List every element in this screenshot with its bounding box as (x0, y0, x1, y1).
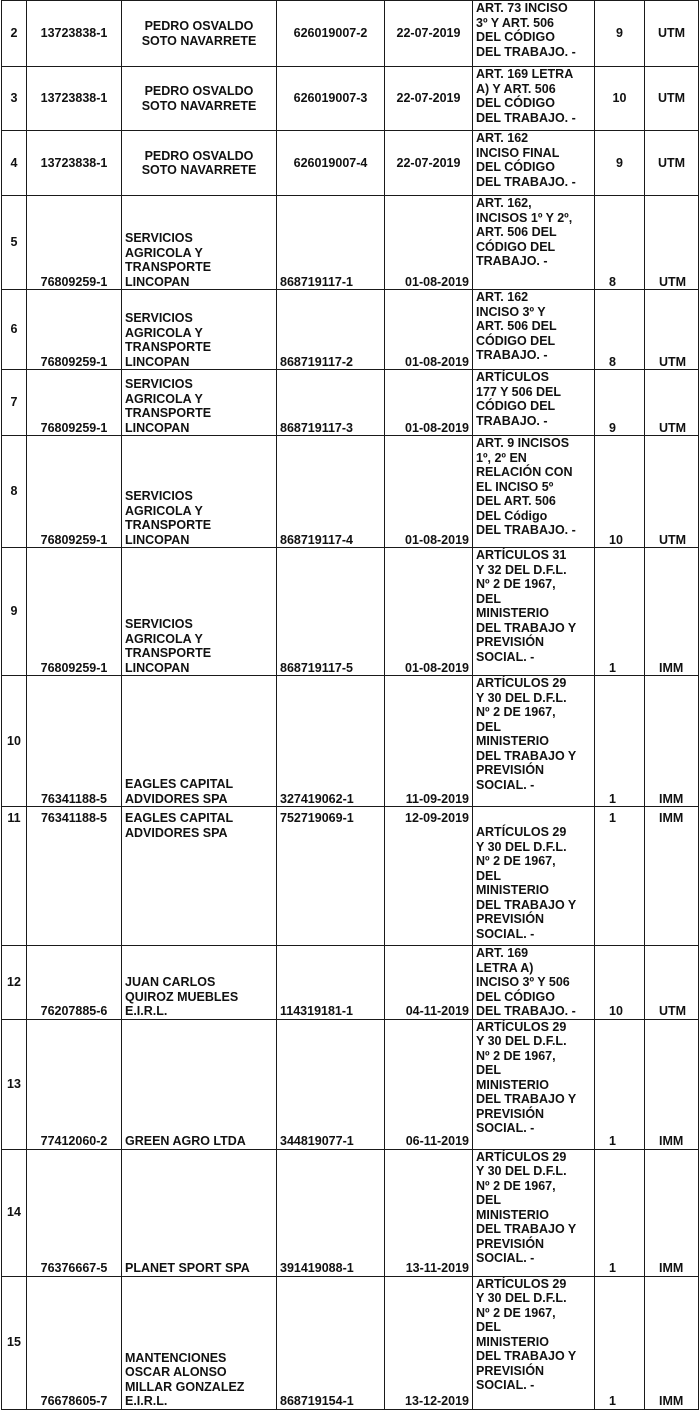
table-row (2, 1, 699, 67)
company-name-cell: GREEN AGRO LTDA (122, 1019, 277, 1149)
article-cell: ART. 162, INCISOS 1º Y 2º, ART. 506 DEL CÓDIGO DEL TRABAJO. - (473, 196, 595, 290)
folio-cell: 344819077-1 (277, 1019, 385, 1149)
amount-cell: 1 (595, 1019, 645, 1149)
unit-cell: UTM (645, 370, 699, 436)
date-cell: 04-11-2019 (385, 946, 473, 1020)
folio-cell: 626019007-2 (277, 1, 385, 67)
article-cell: ART. 73 INCISO 3º Y ART. 506 DEL CÓDIGO DEL TRABAJO. - (473, 1, 595, 67)
table-row (2, 548, 699, 676)
row-number: 7 (2, 370, 27, 436)
table-row (2, 676, 699, 807)
amount-cell: 9 (595, 1, 645, 67)
folio-cell: 868719117-3 (277, 370, 385, 436)
unit-cell: UTM (645, 67, 699, 131)
amount-cell: 10 (595, 436, 645, 548)
amount-cell: 9 (595, 370, 645, 436)
company-name-cell: PLANET SPORT SPA (122, 1149, 277, 1276)
date-cell: 01-08-2019 (385, 370, 473, 436)
date-cell: 01-08-2019 (385, 290, 473, 370)
company-name-cell: SERVICIOS AGRICOLA Y TRANSPORTE LINCOPAN (122, 370, 277, 436)
unit-cell: IMM (645, 1149, 699, 1276)
folio-cell: 752719069-1 (277, 807, 385, 946)
folio-cell: 868719117-4 (277, 436, 385, 548)
company-name-cell: SERVICIOS AGRICOLA Y TRANSPORTE LINCOPAN (122, 196, 277, 290)
article-cell: ART. 162 INCISO 3º Y ART. 506 DEL CÓDIGO DEL TRABAJO. - (473, 290, 595, 370)
folio-cell: 114319181-1 (277, 946, 385, 1020)
date-cell: 01-08-2019 (385, 548, 473, 676)
folio-cell: 391419088-1 (277, 1149, 385, 1276)
row-number: 9 (2, 548, 27, 676)
row-number: 10 (2, 676, 27, 807)
company-name-cell: EAGLES CAPITAL ADVIDORES SPA (122, 676, 277, 807)
rut-cell: 76678605-7 (27, 1276, 122, 1409)
table-row (2, 436, 699, 548)
rut-cell: 76809259-1 (27, 290, 122, 370)
fines-table (1, 0, 699, 1410)
rut-cell: 76809259-1 (27, 370, 122, 436)
unit-cell: IMM (645, 1019, 699, 1149)
amount-cell: 8 (595, 290, 645, 370)
date-cell: 22-07-2019 (385, 131, 473, 196)
company-name-cell: PEDRO OSVALDO SOTO NAVARRETE (122, 1, 277, 67)
article-cell: ART. 162 INCISO FINAL DEL CÓDIGO DEL TRABAJO. - (473, 131, 595, 196)
table-row (2, 946, 699, 1020)
amount-cell: 1 (595, 548, 645, 676)
unit-cell: IMM (645, 1276, 699, 1409)
rut-cell: 13723838-1 (27, 1, 122, 67)
table-row (2, 1276, 699, 1409)
unit-cell: UTM (645, 946, 699, 1020)
company-name-cell: EAGLES CAPITAL ADVIDORES SPA (122, 807, 277, 946)
article-cell: ARTÍCULOS 29 Y 30 DEL D.F.L. Nº 2 DE 1967, DEL MINISTERIO DEL TRABAJO Y PREVISIÓN SOCIAL. - (473, 1019, 595, 1149)
amount-cell: 10 (595, 946, 645, 1020)
article-cell: ARTÍCULOS 177 Y 506 DEL CÓDIGO DEL TRABAJO. - (473, 370, 595, 436)
company-name-cell: MANTENCIONES OSCAR ALONSO MILLAR GONZALEZ E.I.R.L. (122, 1276, 277, 1409)
amount-cell: 10 (595, 67, 645, 131)
table-row (2, 290, 699, 370)
company-name-cell: SERVICIOS AGRICOLA Y TRANSPORTE LINCOPAN (122, 548, 277, 676)
article-cell: ARTÍCULOS 29 Y 30 DEL D.F.L. Nº 2 DE 1967, DEL MINISTERIO DEL TRABAJO Y PREVISIÓN SOCIAL. - (473, 676, 595, 807)
rut-cell: 76809259-1 (27, 436, 122, 548)
article-cell: ART. 169 LETRA A) Y ART. 506 DEL CÓDIGO DEL TRABAJO. - (473, 67, 595, 131)
rut-cell: 76809259-1 (27, 196, 122, 290)
rut-cell: 76207885-6 (27, 946, 122, 1020)
row-number: 3 (2, 67, 27, 131)
company-name-cell: SERVICIOS AGRICOLA Y TRANSPORTE LINCOPAN (122, 436, 277, 548)
article-cell: ARTÍCULOS 29 Y 30 DEL D.F.L. Nº 2 DE 1967, DEL MINISTERIO DEL TRABAJO Y PREVISIÓN SOCIAL. - (473, 807, 595, 946)
date-cell: 11-09-2019 (385, 676, 473, 807)
rut-cell: 76376667-5 (27, 1149, 122, 1276)
amount-cell: 1 (595, 1149, 645, 1276)
unit-cell: UTM (645, 196, 699, 290)
amount-cell: 1 (595, 1276, 645, 1409)
folio-cell: 868719117-5 (277, 548, 385, 676)
table-row (2, 807, 699, 946)
table-row (2, 1019, 699, 1149)
folio-cell: 626019007-4 (277, 131, 385, 196)
unit-cell: IMM (645, 548, 699, 676)
table-row (2, 370, 699, 436)
unit-cell: UTM (645, 436, 699, 548)
article-cell: ARTÍCULOS 29 Y 30 DEL D.F.L. Nº 2 DE 1967, DEL MINISTERIO DEL TRABAJO Y PREVISIÓN SOCIAL. - (473, 1149, 595, 1276)
article-cell: ARTÍCULOS 31 Y 32 DEL D.F.L. Nº 2 DE 1967, DEL MINISTERIO DEL TRABAJO Y PREVISIÓN SOCIAL. - (473, 548, 595, 676)
date-cell: 06-11-2019 (385, 1019, 473, 1149)
unit-cell: UTM (645, 1, 699, 67)
date-cell: 22-07-2019 (385, 1, 473, 67)
row-number: 4 (2, 131, 27, 196)
article-cell: ART. 9 INCISOS 1º, 2º EN RELACIÓN CON EL INCISO 5º DEL ART. 506 DEL Código DEL TRABAJO. - (473, 436, 595, 548)
unit-cell: UTM (645, 290, 699, 370)
unit-cell: IMM (645, 676, 699, 807)
folio-cell: 626019007-3 (277, 67, 385, 131)
folio-cell: 327419062-1 (277, 676, 385, 807)
article-cell: ARTÍCULOS 29 Y 30 DEL D.F.L. Nº 2 DE 1967, DEL MINISTERIO DEL TRABAJO Y PREVISIÓN SOCIAL. - (473, 1276, 595, 1409)
rut-cell: 13723838-1 (27, 67, 122, 131)
unit-cell: UTM (645, 131, 699, 196)
rut-cell: 76341188-5 (27, 807, 122, 946)
amount-cell: 8 (595, 196, 645, 290)
rut-cell: 77412060-2 (27, 1019, 122, 1149)
folio-cell: 868719117-1 (277, 196, 385, 290)
date-cell: 13-11-2019 (385, 1149, 473, 1276)
row-number: 14 (2, 1149, 27, 1276)
article-cell: ART. 169 LETRA A) INCISO 3º Y 506 DEL CÓDIGO DEL TRABAJO. - (473, 946, 595, 1020)
row-number: 13 (2, 1019, 27, 1149)
table-row (2, 1149, 699, 1276)
table-row (2, 131, 699, 196)
date-cell: 01-08-2019 (385, 436, 473, 548)
date-cell: 13-12-2019 (385, 1276, 473, 1409)
row-number: 2 (2, 1, 27, 67)
folio-cell: 868719117-2 (277, 290, 385, 370)
rut-cell: 76809259-1 (27, 548, 122, 676)
date-cell: 12-09-2019 (385, 807, 473, 946)
company-name-cell: PEDRO OSVALDO SOTO NAVARRETE (122, 131, 277, 196)
rut-cell: 13723838-1 (27, 131, 122, 196)
table-row (2, 196, 699, 290)
date-cell: 22-07-2019 (385, 67, 473, 131)
folio-cell: 868719154-1 (277, 1276, 385, 1409)
row-number: 15 (2, 1276, 27, 1409)
unit-cell: IMM (645, 807, 699, 946)
company-name-cell: JUAN CARLOS QUIROZ MUEBLES E.I.R.L. (122, 946, 277, 1020)
row-number: 6 (2, 290, 27, 370)
row-number: 5 (2, 196, 27, 290)
amount-cell: 1 (595, 676, 645, 807)
row-number: 12 (2, 946, 27, 1020)
amount-cell: 1 (595, 807, 645, 946)
row-number: 8 (2, 436, 27, 548)
table-row (2, 67, 699, 131)
company-name-cell: PEDRO OSVALDO SOTO NAVARRETE (122, 67, 277, 131)
date-cell: 01-08-2019 (385, 196, 473, 290)
amount-cell: 9 (595, 131, 645, 196)
company-name-cell: SERVICIOS AGRICOLA Y TRANSPORTE LINCOPAN (122, 290, 277, 370)
rut-cell: 76341188-5 (27, 676, 122, 807)
row-number: 11 (2, 807, 27, 946)
